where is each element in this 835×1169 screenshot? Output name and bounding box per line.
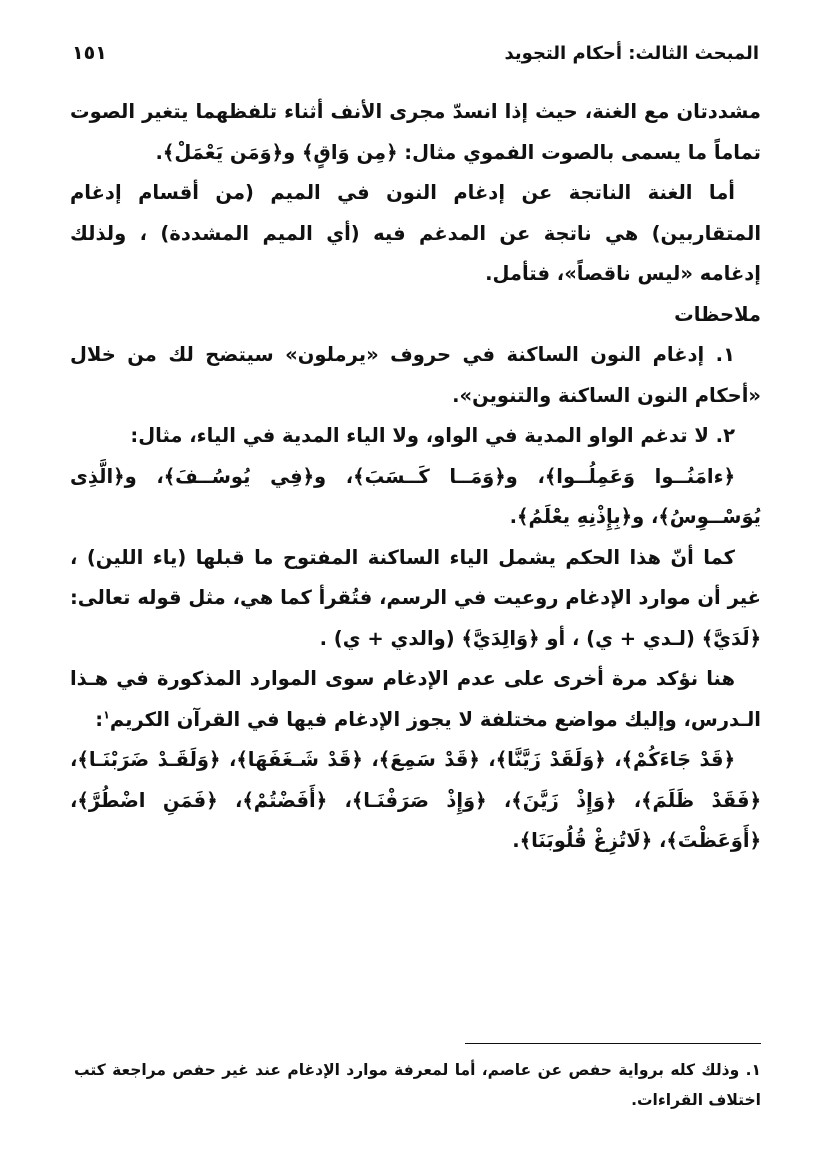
paragraph-2: أما الغنة الناتجة عن إدغام النون في الميم (من أقسام إدغام المتقاربين) هي ناتجة عن المدغم فيه (أي الميم المشددة) ، ولذلك إدغامه «ليس ناقصاً»، فتأمل. — [70, 181, 761, 285]
quran-examples-1: ﴿ءامَنُــوا وَعَمِلُــوا﴾، و﴿وَمَــا كَــسَبَ﴾، و﴿فِي يُوسُــفَ﴾، و﴿الَّذِى يُوَسْــوِسُ﴾، و﴿بِإِذْنِهِ يعْلَمُ﴾. — [70, 464, 761, 528]
running-header — [72, 36, 759, 70]
paragraph-4-text: هنا نؤكد مرة أخرى على عدم الإدغام سوى الموارد المذكورة في هـذا الـدرس، وإليك مواضع مختلفة لا يجوز الإدغام فيها في القرآن الكريم — [70, 667, 761, 731]
footnote-text: ١. وذلك كله برواية حفص عن عاصم، أما لمعرفة موارد الإدغام عند غير حفص مراجعة كتب اختلاف القراءات. — [74, 1061, 761, 1109]
paragraph-1: مشددتان مع الغنة، حيث إذا انسدّ مجرى الأنف أثناء تلفظهما يتغير الصوت تماماً ما يسمى بالصوت الفموي مثال: ﴿مِن وَاقٍ﴾ و﴿وَمَن يَعْمَلْ﴾. — [70, 100, 761, 164]
footnote-divider — [465, 1043, 761, 1044]
footnote-reference: ١ — [103, 708, 110, 721]
chapter-title: المبحث الثالث: أحكام التجويد — [504, 42, 759, 64]
main-text — [70, 92, 761, 862]
footnote — [74, 1055, 761, 1115]
note-2: ٢. لا تدغم الواو المدية في الواو، ولا الياء المدية في الياء، مثال: — [130, 424, 735, 447]
paragraph-4-end: : — [95, 707, 104, 731]
page-number: ١٥١ — [72, 42, 107, 64]
note-1: ١. إدغام النون الساكنة في حروف «يرملون» سيتضح لك من خلال «أحكام النون الساكنة والتنوين». — [70, 343, 761, 407]
notes-heading: ملاحظات — [674, 302, 761, 326]
quran-examples-2: ﴿قَدْ جَاءَكُمْ﴾، ﴿وَلَقَدْ زَيَّنَّا﴾، ﴿قَدْ سَمِعَ﴾، ﴿قَدْ شَـغَفَهَا﴾، ﴿وَلَقَـدْ ضَرَبْنَـا﴾، ﴿فَقَدْ ظَلَمَ﴾، ﴿وَإِذْ زَيَّنَ﴾، ﴿وَإِذْ صَرَفْنَـا﴾، ﴿أَفَضْتُمْ﴾، ﴿فَمَنِ اضْطُرَّ﴾، ﴿أَوَعَظْتَ﴾، ﴿لَاتُزِغْ قُلُوبَنَا﴾. — [70, 748, 761, 852]
paragraph-3: كما أنّ هذا الحكم يشمل الياء الساكنة المفتوح ما قبلها (ياء اللين) ، غير أن موارد الإدغام روعيت في الرسم، فتُقرأ كما هي، مثل قوله تعالى: ﴿لَدَيَّ﴾ (لـدي + ي) ، أو ﴿وَالِدَيَّ﴾ (والدي + ي) . — [70, 545, 761, 650]
paragraph-4 — [70, 659, 761, 740]
